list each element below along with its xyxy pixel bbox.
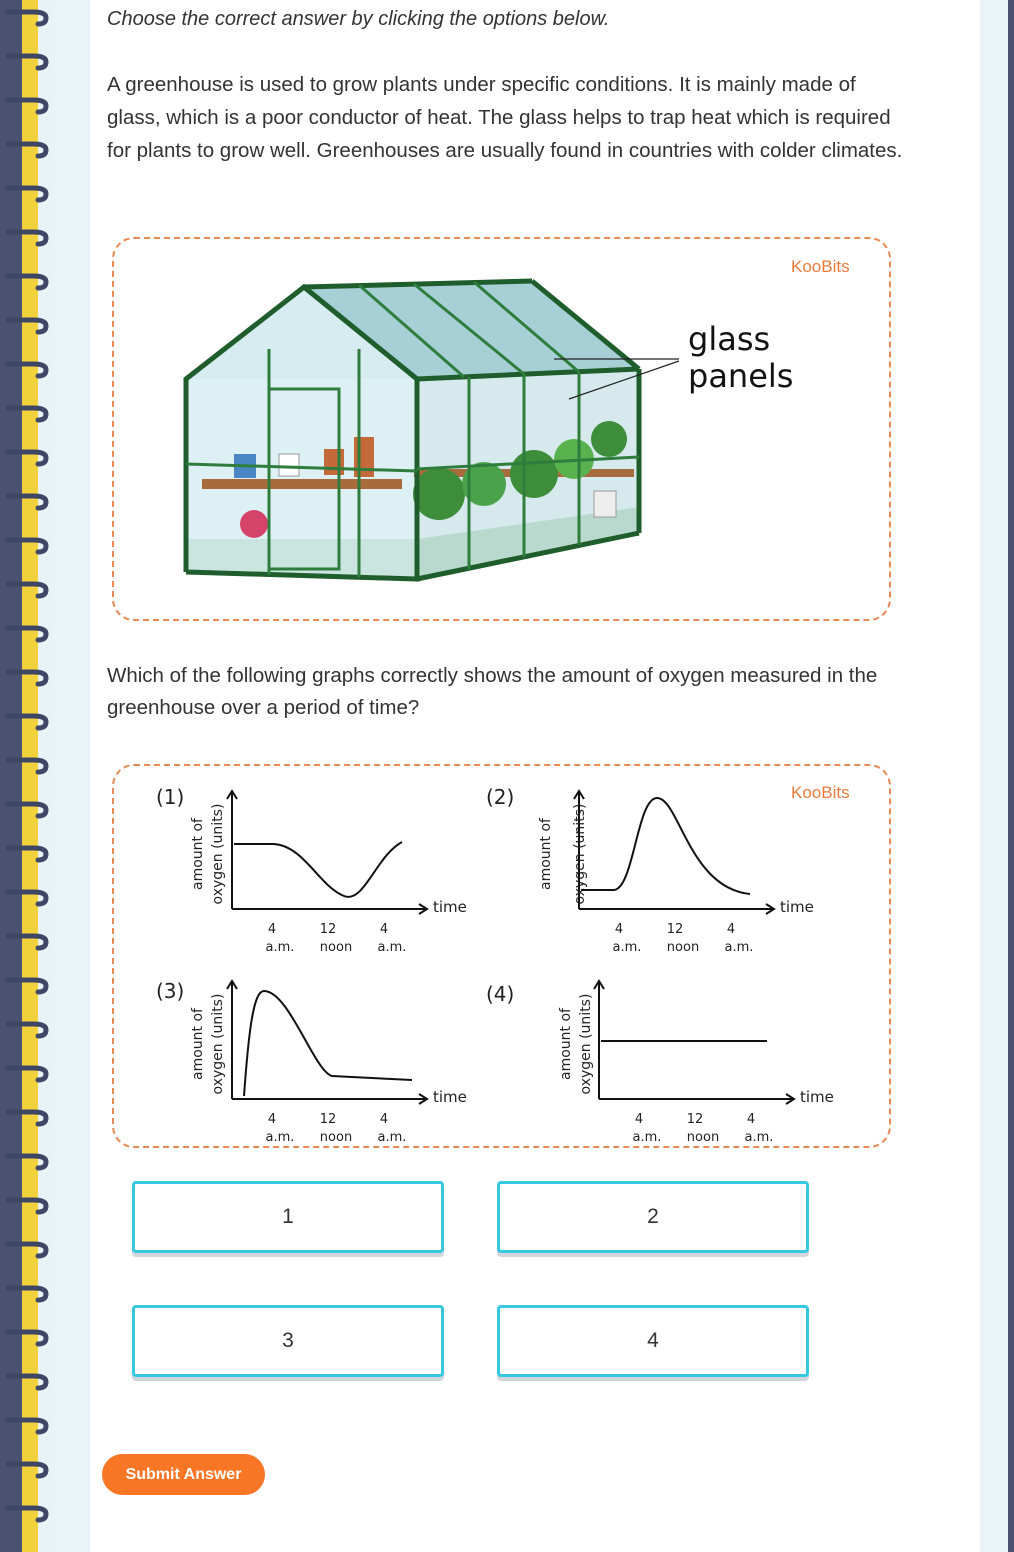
spine-ring [8, 1112, 46, 1124]
graph-4-tick-1-value: 4 [634, 1112, 644, 1127]
spine-ring [8, 1508, 46, 1520]
graph-3-tick-3-unit: a.m. [377, 1130, 407, 1145]
option-1-button[interactable]: 1 [132, 1181, 444, 1253]
spine-ring [8, 276, 46, 288]
spine-ring [8, 452, 46, 464]
graph-4-tick-1-unit: a.m. [632, 1130, 662, 1145]
spine-ring [8, 1332, 46, 1344]
spine-ring [8, 980, 46, 992]
graph-1 [156, 785, 467, 955]
graph-2-tick-3-value: 4 [726, 922, 736, 937]
graph-1-x-label: time [433, 898, 467, 916]
graph-2-tick-2-unit: noon [666, 940, 700, 955]
graph-3-tick-1-unit: a.m. [265, 1130, 295, 1145]
graph-1-y-label-line1: amount of [190, 818, 206, 890]
spine-ring [8, 100, 46, 112]
spine-ring [8, 804, 46, 816]
spine-ring [8, 12, 46, 24]
graph-2-tick-2-value: 12 [666, 922, 684, 937]
greenhouse-figure [112, 237, 891, 621]
page-edge [1008, 0, 1014, 1552]
option-3-button[interactable]: 3 [132, 1305, 444, 1377]
graph-4-y-label-line2: oxygen (units) [578, 993, 594, 1095]
spine-ring [8, 408, 46, 420]
graph-4-x-label: time [800, 1088, 834, 1106]
oxygen-graphs [114, 766, 889, 1146]
graph-1-tick-1-value: 4 [267, 922, 277, 937]
passage-text: A greenhouse is used to grow plants under specific conditions. It is mainly made of glass, which is a poor conductor of heat. The glass helps to trap heat which is required for plants to grow well. Greenhouses are usually found in countries with colder climates. [107, 73, 903, 162]
graph-2-tick-1-unit: a.m. [612, 940, 642, 955]
graph-2-y-label-line2: oxygen (units) [572, 803, 588, 905]
spine-ring [8, 1244, 46, 1256]
graph-3-tick-2-unit: noon [319, 1130, 353, 1145]
spine-ring [8, 1420, 46, 1432]
graph-1-tick-2-unit: noon [319, 940, 353, 955]
graph-2-curve [581, 798, 750, 894]
spine-ring [8, 188, 46, 200]
graph-3-y-label-line1: amount of [190, 1008, 206, 1080]
graph-2 [486, 785, 814, 955]
graph-4-tick-3-unit: a.m. [744, 1130, 774, 1145]
spine-ring [8, 1376, 46, 1388]
spine-ring [8, 496, 46, 508]
graph-4-y-label-line1: amount of [558, 1008, 574, 1080]
spine-ring [8, 672, 46, 684]
spine-ring [8, 1200, 46, 1212]
graph-2-number: (2) [486, 785, 515, 809]
graph-3 [156, 979, 467, 1145]
spine-ring [8, 716, 46, 728]
glass-panels-label-line2: panels [688, 357, 794, 395]
graph-3-tick-2-value: 12 [319, 1112, 337, 1127]
graph-3-tick-3-value: 4 [379, 1112, 389, 1127]
koobits-logo: KooBits [791, 783, 850, 802]
spine-ring [8, 584, 46, 596]
spine-ring [8, 364, 46, 376]
question-text: Which of the following graphs correctly shows the amount of oxygen measured in the greenhouse over a period of time? [107, 664, 878, 719]
spine-ring [8, 540, 46, 552]
option-4-button[interactable]: 4 [497, 1305, 809, 1377]
spine-ring [8, 892, 46, 904]
spine-ring [8, 628, 46, 640]
graph-3-y-label-line2: oxygen (units) [210, 993, 226, 1095]
spine-ring [8, 56, 46, 68]
spine-ring [8, 144, 46, 156]
graph-3-tick-1-value: 4 [267, 1112, 277, 1127]
graph-4-tick-3-value: 4 [746, 1112, 756, 1127]
spine-ring [8, 1156, 46, 1168]
spine-ring [8, 320, 46, 332]
submit-answer-button[interactable]: Submit Answer [102, 1454, 265, 1495]
koobits-logo: KooBits [791, 257, 850, 276]
option-2-button[interactable]: 2 [497, 1181, 809, 1253]
graph-3-curve [244, 991, 412, 1096]
instruction-text: Choose the correct answer by clicking the options below. [107, 8, 610, 30]
spine-ring [8, 848, 46, 860]
spine-ring [8, 1288, 46, 1300]
graphs-figure [112, 764, 891, 1148]
graph-2-y-label-line1: amount of [538, 818, 554, 890]
spine-ring [8, 232, 46, 244]
graph-4-tick-2-unit: noon [686, 1130, 720, 1145]
graph-1-number: (1) [156, 785, 185, 809]
graph-1-tick-1-unit: a.m. [265, 940, 295, 955]
graph-1-tick-3-unit: a.m. [377, 940, 407, 955]
graph-1-curve [234, 842, 402, 897]
graph-1-y-label-line2: oxygen (units) [210, 803, 226, 905]
spine-ring [8, 936, 46, 948]
graph-2-tick-3-unit: a.m. [724, 940, 754, 955]
graph-4-tick-2-value: 12 [686, 1112, 704, 1127]
graph-3-x-label: time [433, 1088, 467, 1106]
notebook-spine [0, 0, 52, 1552]
graph-3-number: (3) [156, 979, 185, 1003]
graph-1-tick-3-value: 4 [379, 922, 389, 937]
spine-ring [8, 1464, 46, 1476]
spine-ring [8, 760, 46, 772]
graph-2-x-label: time [780, 898, 814, 916]
spine-ring [8, 1024, 46, 1036]
graph-4 [486, 981, 834, 1145]
graph-4-number: (4) [486, 982, 515, 1006]
spine-ring [8, 1068, 46, 1080]
graph-2-tick-1-value: 4 [614, 922, 624, 937]
glass-panels-label-line1: glass [688, 320, 771, 358]
graph-1-tick-2-value: 12 [319, 922, 337, 937]
greenhouse-illustration [114, 239, 889, 619]
